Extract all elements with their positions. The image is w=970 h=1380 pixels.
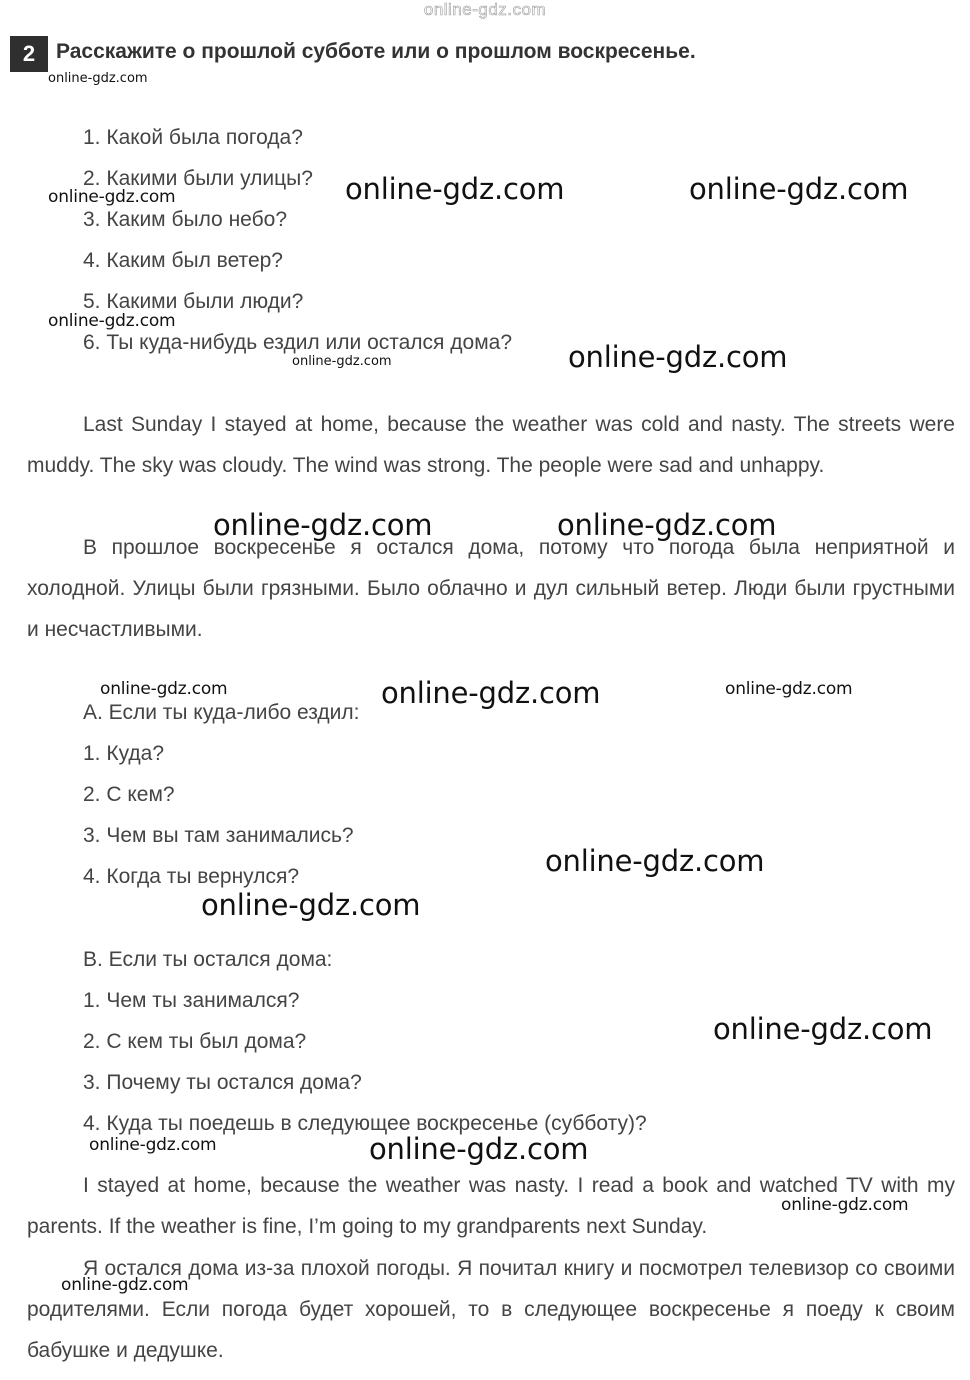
section-a-item-2: 2. С кем? [83, 783, 175, 806]
watermark: online-gdz.com [48, 311, 176, 331]
watermark: online-gdz.com [545, 844, 765, 878]
watermark: online-gdz.com [381, 676, 601, 710]
question-1: 1. Какой была погода? [83, 126, 303, 149]
answer-1-russian [27, 527, 955, 650]
watermark: online-gdz.com [568, 340, 788, 374]
watermark: online-gdz.com [48, 187, 176, 207]
question-5: 5. Какими были люди? [83, 290, 304, 313]
watermark: online-gdz.com [725, 679, 853, 699]
section-b-item-3: 3. Почему ты остался дома? [83, 1071, 362, 1094]
question-2: 2. Какими были улицы? [83, 167, 313, 190]
watermark: online-gdz.com [61, 1275, 189, 1295]
answer-2-english-text: I stayed at home, because the weather was nasty. I read a book and watched TV with my parents. If the weather is fine, I’m going to my grandparents next Sunday. [27, 1174, 955, 1238]
question-6: 6. Ты куда-нибудь ездил или остался дома? [83, 331, 512, 354]
task-title: Расскажите о прошлой субботе или о прошлом воскресенье. [56, 40, 696, 63]
watermark: online-gdz.com [369, 1132, 589, 1166]
answer-1-english [27, 404, 955, 486]
watermark: online-gdz.com [713, 1012, 933, 1046]
answer-1-english-text: Last Sunday I stayed at home, because the weather was cold and nasty. The streets were muddy. The sky was cloudy. The wind was strong. The people were sad and unhappy. [27, 413, 955, 477]
section-a-heading: А. Если ты куда-либо ездил: [83, 701, 360, 724]
section-b-item-4: 4. Куда ты поедешь в следующее воскресенье (субботу)? [83, 1112, 647, 1135]
site-header-watermark: online-gdz.com [423, 0, 547, 19]
watermark: online-gdz.com [213, 508, 433, 542]
section-b-item-2: 2. С кем ты был дома? [83, 1030, 307, 1053]
watermark: online-gdz.com [100, 679, 228, 699]
answer-1-russian-text: В прошлое воскресенье я остался дома, потому что погода была неприятной и холодной. Улицы были грязными. Было облачно и дул сильный ветер. Люди были грустными и несчастливыми. [27, 536, 955, 641]
task-number-badge: 2 [10, 36, 48, 72]
watermark: online-gdz.com [292, 354, 392, 369]
watermark: online-gdz.com [201, 888, 421, 922]
watermark: online-gdz.com [781, 1195, 909, 1215]
answer-2-russian-text: Я остался дома из-за плохой погоды. Я почитал книгу и посмотрел телевизор со своими родителями. Если погода будет хорошей, то в следующее воскресенье я поеду к своим бабушке и дедушке. [27, 1257, 955, 1362]
watermark: online-gdz.com [689, 172, 909, 206]
watermark: online-gdz.com [345, 172, 565, 206]
watermark: online-gdz.com [557, 508, 777, 542]
section-b-heading: В. Если ты остался дома: [83, 948, 333, 971]
question-3: 3. Каким было небо? [83, 208, 288, 231]
watermark: online-gdz.com [48, 71, 148, 86]
section-a-item-1: 1. Куда? [83, 742, 164, 765]
question-4: 4. Каким был ветер? [83, 249, 283, 272]
answer-2-russian [27, 1248, 955, 1371]
watermark: online-gdz.com [89, 1135, 217, 1155]
section-b-item-1: 1. Чем ты занимался? [83, 989, 300, 1012]
section-a-item-4: 4. Когда ты вернулся? [83, 865, 300, 888]
section-a-item-3: 3. Чем вы там занимались? [83, 824, 354, 847]
